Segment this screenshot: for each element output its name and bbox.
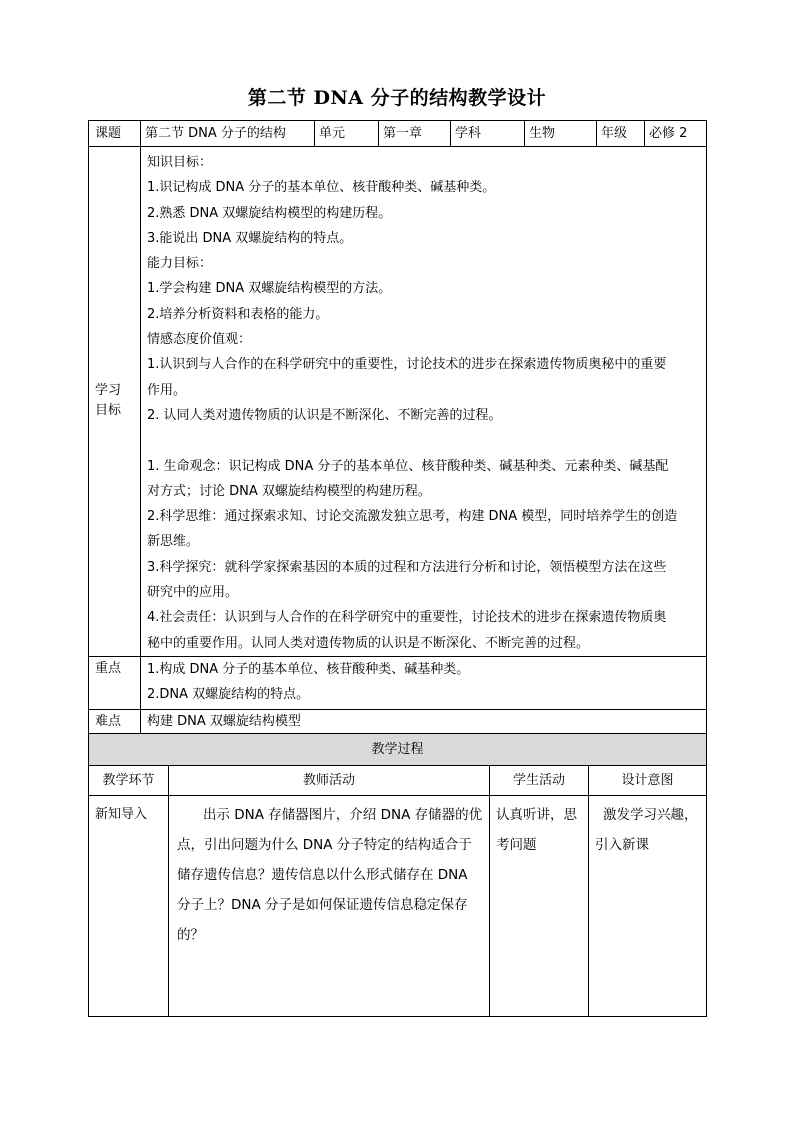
column-header: 学生活动: [490, 766, 589, 796]
process-column-headers: [89, 766, 707, 796]
subject-value: 生物: [525, 121, 597, 147]
topic-label: 课题: [89, 121, 141, 147]
objective-line: 对方式；讨论 DNA 双螺旋结构模型的构建历程。: [147, 483, 431, 499]
objective-line: 1.认识到与人合作的在科学研究中的重要性，讨论技术的进步在探索遗传物质奥秘中的重要: [147, 357, 667, 373]
objectives-label: [89, 147, 141, 657]
objective-line: 3.科学探究：就科学家探索基因的本质的过程和方法进行分析和讨论，领悟模型方法在这些: [147, 559, 667, 575]
objective-line: 1.学会构建 DNA 双螺旋结构模型的方法。: [147, 281, 392, 297]
key-points-content: [141, 656, 707, 709]
key-points-row: [89, 656, 707, 709]
difficult-points-label: 难点: [89, 709, 141, 735]
topic-value: 第二节 DNA 分子的结构: [141, 121, 315, 147]
column-header: 设计意图: [589, 766, 707, 796]
design-intent-cell: 激发学习兴趣，引入新课: [589, 796, 707, 1017]
teaching-process-table: [88, 733, 707, 1017]
objective-line: 能力目标：: [147, 256, 213, 272]
unit-value: 第一章: [379, 121, 451, 147]
header-row: [89, 121, 707, 147]
key-points-label: 重点: [89, 656, 141, 709]
page-title: 第二节 DNA 分子的结构教学设计: [247, 87, 547, 109]
objective-line: [147, 428, 700, 453]
process-title: 教学过程: [89, 734, 707, 766]
objective-line: 2. 认同人类对遗传物质的认识是不断深化、不断完善的过程。: [147, 407, 502, 423]
objective-line: 2.培养分析资料和表格的能力。: [147, 306, 329, 322]
key-point-line: 2.DNA 双螺旋结构的特点。: [147, 687, 310, 703]
table-row: [89, 796, 707, 1017]
student-activity-cell: 认真听讲，思考问题: [490, 796, 589, 1017]
objectives-label-line1: 学习: [95, 383, 122, 399]
column-header: 教师活动: [169, 766, 490, 796]
difficult-points-row: [89, 709, 707, 735]
objective-line: 3.能说出 DNA 双螺旋结构的特点。: [147, 230, 353, 246]
unit-label: 单元: [315, 121, 379, 147]
objectives-row: [89, 147, 707, 657]
subject-label: 学科: [451, 121, 525, 147]
objective-line: 4.社会责任：认识到与人合作的在科学研究中的重要性，讨论技术的进步在探索遗传物质奥: [147, 610, 667, 626]
key-point-line: 1.构成 DNA 分子的基本单位、核苷酸种类、碱基种类。: [147, 661, 470, 677]
objective-line: 2.熟悉 DNA 双螺旋结构模型的构建历程。: [147, 205, 392, 221]
objective-line: 新思维。: [147, 534, 200, 550]
objective-line: 1.识记构成 DNA 分子的基本单位、核苷酸种类、碱基种类。: [147, 180, 496, 196]
objective-line: 2.科学思维：通过探索求知、讨论交流激发独立思考，构建 DNA 模型，同时培养学生的创造: [147, 509, 678, 525]
teacher-activity-cell: 出示 DNA 存储器图片，介绍 DNA 存储器的优点，引出问题为什么 DNA 分子特定的结构适合于储存遗传信息？遗传信息以什么形式储存在 DNA 分子上？DNA 分子是如何保证遗传信息稳定保存的？: [169, 796, 490, 1017]
objective-line: 1. 生命观念：识记构成 DNA 分子的基本单位、核苷酸种类、碱基种类、元素种类、碱基配: [147, 458, 669, 474]
objective-line: 情感态度价值观：: [147, 332, 252, 348]
process-title-row: [89, 734, 707, 766]
objective-line: 秘中的重要作用。认同人类对遗传物质的认识是不断深化、不断完善的过程。: [147, 635, 590, 651]
grade-label: 年级: [597, 121, 645, 147]
objective-line: 作用。: [147, 382, 187, 398]
objective-line: 研究中的应用。: [147, 585, 239, 601]
column-header: 教学环节: [89, 766, 169, 796]
lesson-info-table: [88, 120, 707, 736]
objective-line: 知识目标：: [147, 155, 213, 170]
difficult-points-value: 构建 DNA 双螺旋结构模型: [141, 709, 707, 735]
grade-value: 必修 2: [645, 121, 707, 147]
objectives-label-line2: 目标: [95, 403, 122, 419]
objectives-content: [141, 147, 707, 657]
stage-cell: 新知导入: [89, 796, 169, 1017]
